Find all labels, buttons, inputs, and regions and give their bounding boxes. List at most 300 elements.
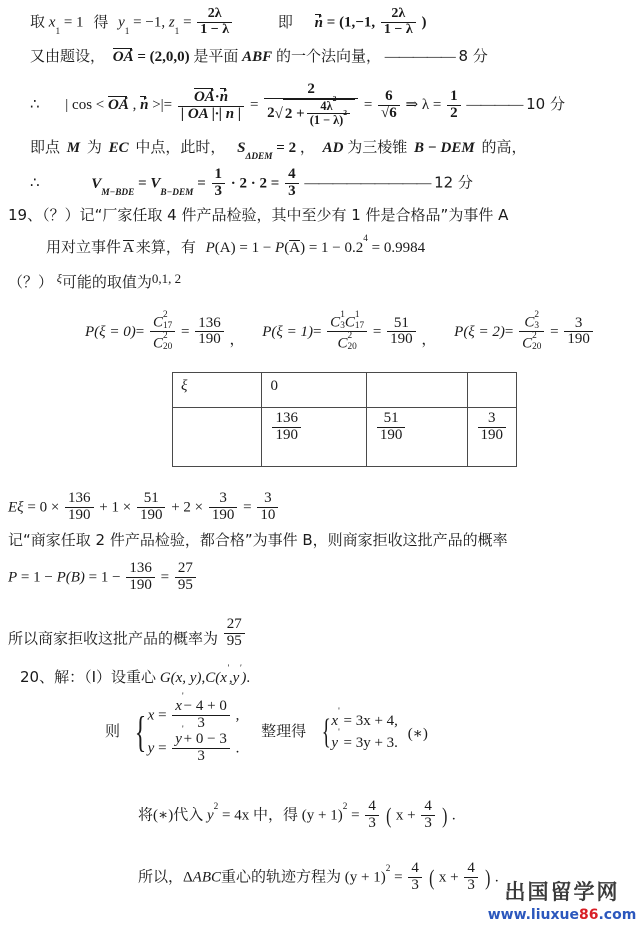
p20-system1-brace: { [134, 708, 146, 757]
p18-line-1 [30, 8, 426, 38]
p20-C-y: y [232, 670, 240, 686]
p20-system1-row-y [147, 724, 240, 766]
p20-solve-label: 解： [54, 668, 85, 686]
p19-exp-eq2: = [243, 499, 252, 516]
watermark-site-name: 出国留学网 [504, 880, 620, 904]
p20-sub-frac-den: 3 [365, 815, 379, 832]
p18-line2-score: 8 分 [458, 47, 488, 65]
p18-volume-V1-sub: M−BDE [101, 187, 135, 198]
watermark-url-part3: .com [598, 907, 637, 923]
p20-s1-y-num-prime: ' [181, 724, 184, 735]
p18-line4-mid3: 为三棱锥 [347, 138, 408, 156]
p20-C-x: x [220, 670, 227, 686]
p19-prob1-num-sub2: 17 [354, 320, 365, 331]
p20-sub-eq: = [351, 807, 360, 824]
p18-sqrt [274, 94, 355, 128]
p18-therefore-2: ∴ [30, 173, 40, 192]
p18-frac2-num: 2 [307, 81, 315, 98]
p18-line4-prefix: 即点 [30, 138, 61, 156]
p20-system1-row-x [147, 692, 240, 733]
p20-sub-star: (∗) [153, 807, 174, 824]
p19-prob2-arg: (ξ = 2) [463, 323, 505, 340]
p19-prob2-P: P [454, 323, 464, 340]
p19-probabilities-row [85, 309, 595, 353]
p18-line2-dashes: ————— [384, 49, 455, 65]
p19-prob1-num-sup2: 1 [354, 309, 360, 320]
p20-part1-text: 设重心 [111, 668, 157, 686]
p20-sub-eq-rest: = 4x [222, 807, 250, 824]
p19-exp-f1-num: 136 [68, 490, 91, 507]
dist-prob1-num: 51 [383, 410, 399, 427]
site-watermark [487, 876, 637, 923]
p19-exp-xi: ξ [17, 499, 24, 516]
p19-exp-frac-2 [137, 491, 166, 524]
p20-s1-x-trail: , [235, 707, 240, 724]
p20-conc-inner-num: 4 [467, 860, 475, 877]
p19-exp-frac-1 [65, 491, 94, 524]
p20-system-1 [130, 692, 240, 765]
dist-value-0: 0 [270, 378, 278, 394]
p18-line1-de: 得 [93, 12, 109, 31]
p18-volume-eq2: = [197, 175, 206, 192]
p20-conc-paren-x: x + [438, 869, 459, 886]
p18-n-lambda-frac-den: 1 − λ [381, 22, 416, 38]
p19-prob0-val-num: 136 [198, 314, 221, 331]
p19-prob2-val-num: 3 [574, 314, 583, 331]
p18-z1-eq: = [183, 14, 192, 31]
p18-volume-frac-1 [212, 167, 226, 200]
p19-part1-marker: （？） [42, 206, 80, 224]
p18-lambda-frac [197, 7, 232, 37]
p20-conc-inner-frac [464, 861, 478, 894]
p19-line-1 [8, 208, 508, 224]
p19-part2-text: 可能的取值为 [61, 273, 152, 291]
p19-conclusion-num: 27 [226, 616, 242, 632]
dist-xi-symbol: ξ [181, 378, 188, 394]
dist-cell-prob-1 [366, 408, 467, 467]
p19-pa-P: P [205, 240, 215, 256]
p18-area-S-val: = 2 [276, 140, 297, 156]
p20-sub-paren-x: x + [395, 807, 416, 824]
p19-p-eq2: = 1 − [88, 569, 121, 586]
p19-number: 19、 [8, 206, 43, 224]
p18-sqrt-inner-num-base: 4λ [320, 99, 333, 114]
p19-pa-arg1: (A) [214, 240, 236, 256]
p20-sub-frac [365, 799, 379, 832]
p19-prob2-den-C: C [522, 335, 533, 352]
p19-line-3 [8, 271, 182, 291]
p19-p-f2-den: 95 [175, 577, 196, 594]
p19-prob2-num-C: C [524, 314, 535, 331]
p20-conc-ABC: ABC [192, 869, 222, 886]
p19-pa-eq1: = 1 − [239, 240, 272, 256]
p18-sqrt-inner-den [307, 108, 350, 128]
p19-prob2-num [519, 311, 544, 331]
p19-pa-arg2-bar: A [289, 240, 301, 256]
p18-line-2 [30, 48, 488, 65]
p20-conc-frac-den: 3 [408, 877, 422, 894]
p20-period: . [246, 670, 251, 686]
p18-line4-comma: ， [299, 138, 315, 156]
p20-s2-x-lhs: x [331, 712, 339, 729]
p19-conclusion [8, 616, 247, 657]
p20-sub-inner-den: 3 [421, 815, 435, 832]
p19-pa-eq2: = 1 − 0.2 [308, 240, 364, 256]
dist-cell-value-0 [262, 373, 366, 408]
p20-s2-y-lhs: y [331, 734, 339, 751]
p18-therefore-1: ∴ [30, 95, 40, 114]
p20-centroid-G-arg: (x, y) [170, 670, 202, 686]
p19-exp-E: E [8, 499, 18, 516]
p20-then-label: 则 [105, 721, 121, 740]
p20-sub-inner-frac [421, 799, 435, 832]
p19-prob0-frac-C [150, 311, 175, 352]
p18-implies: ⇒ λ = [405, 97, 442, 114]
p20-sub-frac-num: 4 [368, 798, 376, 815]
p20-sub-y-sup: 2 [213, 801, 219, 812]
dist-cell-prob-label [173, 408, 262, 467]
p18-volume-eq1: = [138, 175, 147, 192]
p19-prob1-num-sub1: 3 [340, 320, 345, 331]
p19-prob1-eq2: = [372, 323, 382, 340]
p19-p-f1-num: 136 [129, 560, 152, 577]
p19-prob0-arg: (ξ = 0) [94, 323, 136, 340]
p19-prob0-num [150, 311, 175, 331]
p18-line1-ji: 即 [277, 12, 293, 31]
watermark-url-part1: www.liuxue [487, 907, 579, 923]
dist-prob2-num: 3 [488, 410, 496, 427]
p18-point-M: M [66, 140, 81, 156]
p18-volume-V2-sub: B−DEM [160, 187, 194, 198]
p19-exp-plus2: + 2 × [171, 499, 204, 516]
dist-cell-prob-2 [467, 408, 517, 467]
p19-conclusion-den: 95 [224, 633, 245, 650]
p19-prob-1 [262, 309, 440, 352]
p19-prob2-den-sub: 20 [532, 341, 542, 352]
p19-part1-text: 记“厂家任取 4 件产品检验，其中至少有 1 件是合格品”为事件 A [79, 206, 509, 224]
p19-prob1-trail: ， [421, 329, 437, 348]
p18-sqrt-inner-den-sup: 2 [343, 108, 348, 118]
p18-cos-comma: , [132, 97, 137, 114]
p18-x1-eq: = 1 [63, 14, 84, 31]
p20-centroid-G: G [159, 670, 171, 686]
p18-frac1-den: | OA |·| n | [178, 106, 244, 123]
p18-n-eq: = (1,−1, [326, 14, 376, 31]
watermark-url [487, 907, 637, 923]
p18-frac2-coef: 2 [267, 104, 275, 121]
dist-prob0-frac [272, 411, 301, 444]
p18-frac1-dot: · [214, 88, 220, 105]
p18-volume-frac2-den: 3 [285, 183, 299, 200]
p19-p-formula [8, 562, 198, 595]
p20-comma: , [201, 670, 206, 686]
p19-pa-formula [205, 233, 426, 256]
p19-prob1-den-C: C [337, 335, 348, 352]
p18-line-3 [30, 83, 565, 129]
p19-p-frac-1 [126, 561, 155, 594]
p19-prob1-den-sub: 20 [347, 341, 357, 352]
p18-cos-open: | cos < [65, 97, 105, 114]
p19-part2-xi: ξ [56, 271, 62, 285]
dist-prob1-den: 190 [377, 427, 406, 444]
distribution-table [172, 372, 517, 467]
p19-exp-f3-num: 3 [219, 490, 227, 507]
dist-table-row-probabilities [173, 408, 517, 467]
p18-cos-eq1: = [249, 97, 259, 114]
p18-pyramid-BDEM: B − DEM [413, 140, 475, 156]
p20-s1-y-trail: . [235, 740, 240, 757]
p20-sub-lhs-sup: 2 [342, 801, 348, 812]
p20-systems-row [105, 692, 428, 765]
p20-s1-y-num-rest: + 0 − 3 [183, 730, 227, 747]
p20-sub-period: . [451, 807, 456, 824]
p18-line2-prefix: 又由题设， [30, 47, 106, 65]
p19-prob0-eq1: = [135, 323, 145, 340]
p18-volume-frac-2 [285, 167, 299, 200]
p19-prob2-frac-C [519, 311, 544, 352]
p18-frac1-n: n [219, 88, 229, 105]
p20-s1-x-den: 3 [172, 715, 230, 732]
p19-prob0-frac-val [195, 316, 224, 349]
p18-line3-score: 10 分 [526, 95, 565, 114]
p19-prob0-den-ss [162, 330, 173, 352]
p19-exp-frac-3 [209, 491, 238, 524]
p18-volume-frac2-num: 4 [288, 166, 296, 183]
p19-prob1-P: P [262, 323, 272, 340]
p19-p-lhs: P [8, 569, 18, 586]
p18-line4-tail: 的高， [481, 138, 527, 156]
p20-point-C-arg: (x',y') [215, 663, 247, 686]
p18-volume-frac1-den: 3 [212, 183, 226, 200]
p18-cos-frac-4 [447, 89, 461, 122]
p20-sub-mid1: 代入 [173, 805, 204, 824]
p19-prob0-num-C: C [152, 314, 163, 331]
dist-cell-prob-0 [262, 408, 366, 467]
p18-cos-vector-n: n [140, 97, 149, 114]
dist-prob2-den: 190 [478, 427, 507, 444]
p20-substitution [138, 800, 456, 833]
p19-prob1-num-C1: C [330, 314, 341, 331]
dist-prob0-den: 190 [272, 427, 301, 444]
p20-s1-x-lhs: x [147, 707, 155, 724]
p19-prob1-frac-val [387, 316, 416, 349]
p18-line5-score: 12 分 [434, 173, 473, 192]
p19-prob1-den [327, 331, 367, 352]
p19-prob2-den-ss [532, 330, 542, 352]
dist-prob2-frac [478, 411, 507, 444]
watermark-url-part2: 86 [578, 907, 599, 923]
p19-prob-0 [85, 309, 248, 352]
p19-prob0-eq2: = [181, 323, 190, 340]
p18-sqrt-inner-frac [307, 94, 350, 128]
p19-prob1-num-sup1: 1 [340, 309, 345, 320]
p18-cos-frac-3 [378, 89, 400, 122]
p18-n-lambda-frac [381, 7, 416, 37]
p20-star-label: (∗) [407, 725, 428, 742]
p19-pa-exp: 4 [363, 233, 368, 244]
p19-prob0-den-C: C [152, 335, 163, 352]
p20-conc-delta: Δ [183, 869, 193, 886]
p19-p-frac-2 [175, 561, 196, 594]
p20-line-1 [20, 663, 251, 686]
p19-part1-line2-prefix: 用对立事件 [46, 238, 122, 256]
p20-conc-paren-close: ) [484, 865, 490, 890]
p20-s1-y-eq: = [158, 740, 167, 757]
p18-n-close: ) [421, 14, 427, 31]
p19-prob0-num-ss [162, 309, 173, 331]
p20-system2-brace: { [321, 712, 331, 751]
p19-prob1-num-ss1 [340, 309, 345, 331]
p19-prob1-num-ss2 [354, 309, 365, 331]
p20-system2-row-y [331, 728, 398, 755]
p18-line3-dashes: ———— [466, 97, 523, 114]
p18-cos-frac1-num [178, 88, 244, 106]
p20-s1-x-num-prime: ' [181, 692, 184, 703]
p19-complement-event-A: A [123, 240, 134, 256]
p20-s1-x-num [172, 692, 230, 715]
p19-prob2-num-sub: 3 [534, 320, 540, 331]
p18-normal-vector-n: n [314, 14, 324, 31]
p18-y1-var: y [118, 14, 125, 31]
p20-sub-paren-close: ) [441, 803, 447, 828]
p19-event-b-text [8, 533, 508, 549]
p19-p-arg: (B) [65, 569, 85, 586]
p19-prob2-den [519, 331, 544, 352]
p18-z1-var: z [168, 14, 175, 31]
dist-cell-value-2 [467, 373, 517, 408]
p19-prob1-frac-C [327, 311, 367, 352]
p20-sub-y: y [206, 807, 214, 824]
p18-frac1-OA: OA [193, 88, 215, 105]
p20-conc-period: . [494, 869, 499, 886]
p18-plane-ABF: ABF [242, 49, 273, 65]
p19-conclusion-prefix: 所以商家拒收这批产品的概率为 [8, 629, 219, 648]
p18-frac4-num: 1 [450, 87, 458, 104]
p19-conclusion-frac [224, 617, 245, 650]
p19-prob0-num-sub: 17 [162, 320, 173, 331]
p20-s2-x-rhs: = 3x + 4, [343, 712, 398, 729]
p20-conc-lhs-sup: 2 [385, 863, 391, 874]
p19-exp-frac-4 [257, 491, 278, 524]
p20-s1-y-num-var: y [175, 730, 182, 747]
p20-C-comma: , [228, 670, 233, 686]
p19-line-2 [46, 233, 426, 256]
p20-s1-x-num-var: x [175, 698, 182, 715]
dist-cell-xi-label [173, 373, 262, 408]
p18-n-lambda-frac-num: 2λ [391, 6, 406, 22]
p20-conclusion [138, 862, 499, 895]
p18-segment-EC: EC [108, 140, 129, 156]
p18-y1-sub: 1 [124, 26, 130, 37]
p19-exp-f4-num: 3 [264, 490, 272, 507]
p18-x1-var: x [48, 14, 56, 31]
p20-system1-rows [147, 692, 240, 765]
p20-conc-prefix: 所以， [138, 867, 184, 886]
p18-y1-val: = −1, [133, 14, 166, 31]
p20-s1-x-frac [172, 692, 230, 732]
p19-part2-marker: （？） [8, 273, 54, 291]
p19-p-eq3: = [160, 569, 170, 586]
p19-prob1-num [327, 311, 367, 331]
p19-p-PB: P [56, 569, 66, 586]
p18-sqrt-radical: √ [274, 105, 283, 122]
p20-system-2 [318, 706, 398, 755]
p18-cos-frac-1 [178, 88, 244, 123]
p19-p-f2-num: 27 [177, 560, 193, 577]
p18-sqrt-radicand [283, 94, 355, 128]
p18-line-5 [30, 168, 473, 201]
p20-sub-lhs: (y + 1) [301, 807, 343, 824]
p20-s1-y-num [172, 724, 230, 748]
p19-exp-eq: = 0 × [27, 499, 60, 516]
p20-C-y-prime: ' [239, 663, 242, 674]
p18-line2-mid: 是平面 [193, 47, 239, 65]
p18-frac2-den [264, 94, 358, 128]
p19-exp-f4-den: 10 [257, 507, 278, 524]
p18-line1-prefix: 取 [30, 12, 46, 31]
p19-prob1-num-C2: C [344, 314, 355, 331]
p20-s2-y-rhs: = 3y + 3. [343, 734, 398, 751]
p19-prob1-val-num: 51 [393, 314, 409, 331]
p18-lambda-frac-num: 2λ [207, 6, 222, 22]
p19-part2-values: 0,1, 2 [151, 271, 182, 286]
p20-sub-mid2: 中，得 [253, 805, 299, 824]
p18-OA-eq: = (2,0,0) [137, 49, 190, 65]
p20-s1-y-frac [172, 724, 230, 765]
p20-conc-frac [408, 861, 422, 894]
p19-prob1-den-ss [347, 330, 357, 352]
dist-table-row-header [173, 373, 517, 408]
p19-exp-plus1: + 1 × [99, 499, 132, 516]
p20-system2-row-x [331, 706, 398, 733]
p19-prob0-den-sup: 2 [162, 330, 168, 341]
dist-prob0-num: 136 [275, 410, 298, 427]
p19-prob2-frac-val [564, 316, 593, 349]
p19-prob-2 [454, 309, 595, 352]
p19-prob2-eq1: = [504, 323, 514, 340]
p19-p-f1-den: 190 [126, 577, 155, 594]
p20-conc-eq: = [394, 869, 403, 886]
p20-conc-mid: 重心的轨迹方程为 [221, 867, 342, 886]
p20-s1-y-den: 3 [172, 748, 230, 765]
p20-number: 20、 [20, 668, 55, 686]
p20-sub-prefix: 将 [138, 805, 154, 824]
p18-volume-mid: · 2 · 2 = [230, 175, 280, 192]
p19-part1-line2-mid: 来算，有 [135, 238, 196, 256]
p19-prob0-den-sub: 20 [162, 341, 173, 352]
p19-event-b-sentence: 记“商家任取 2 件产品检验，都合格”为事件 B，则商家拒收这批产品的概率 [8, 531, 508, 549]
p18-z1-sub: 1 [174, 26, 180, 37]
p20-conc-inner-den: 3 [464, 877, 478, 894]
p19-pa-P2: P [275, 240, 285, 256]
p19-prob2-den-sup: 2 [532, 330, 537, 341]
p18-line2-tail: 的一个法向量， [275, 47, 381, 65]
p19-prob2-eq2: = [550, 323, 559, 340]
p18-sqrt-inner-den-base: (1 − λ) [309, 113, 344, 128]
p20-s2-x-prime: ' [338, 706, 340, 717]
p20-s1-x-num-rest: − 4 + 0 [183, 698, 227, 715]
p19-pa-arg2: (A) [284, 240, 306, 256]
p18-x1-sub: 1 [55, 26, 61, 37]
p18-frac4-den: 2 [447, 105, 461, 122]
p18-line5-dashes: ————————— [304, 175, 431, 192]
p20-part1-marker: （Ⅰ） [84, 668, 112, 686]
p19-prob0-P: P [85, 323, 95, 340]
p19-prob0-val-den: 190 [195, 331, 224, 348]
p19-prob0-num-sup: 2 [162, 309, 168, 320]
p20-s2-y-prime: ' [338, 728, 340, 739]
p19-prob1-arg: (ξ = 1) [271, 323, 313, 340]
